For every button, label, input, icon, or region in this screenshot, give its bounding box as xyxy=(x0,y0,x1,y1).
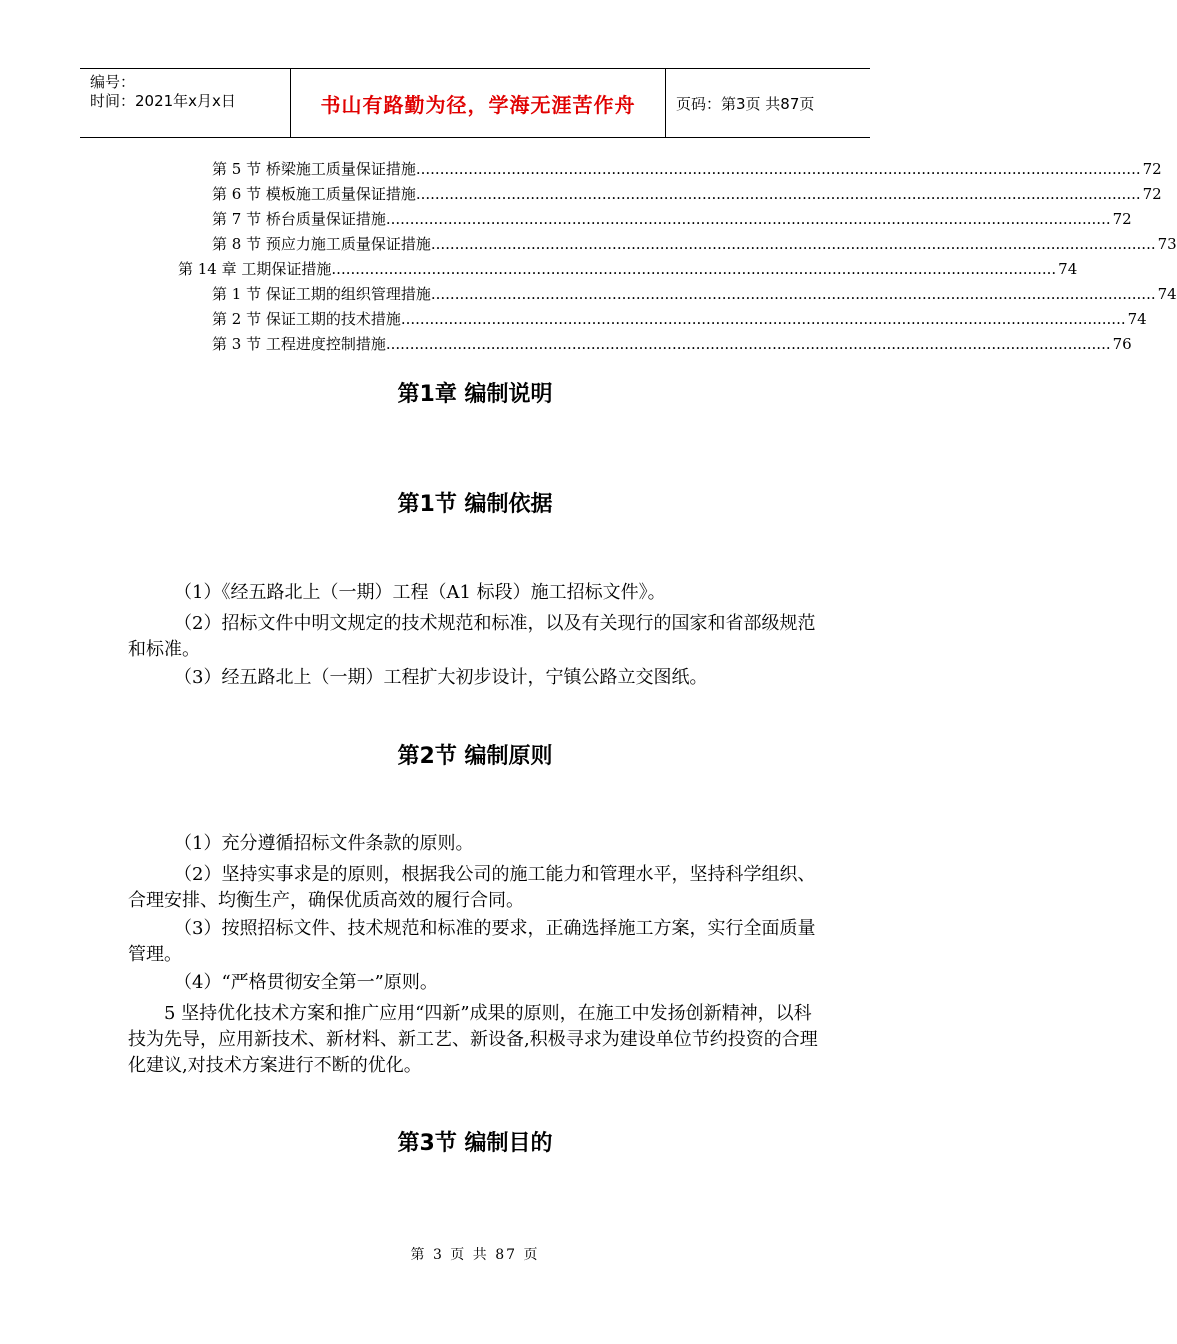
date-label: 时间：2021年x月x日 xyxy=(90,92,236,110)
paragraph: （3）经五路北上（一期）工程扩大初步设计，宁镇公路立交图纸。 xyxy=(174,667,708,688)
toc-leader-dots: ........................................................................................................................................................ xyxy=(331,260,1057,278)
toc-entry-page: 74 xyxy=(1058,260,1078,278)
page-header xyxy=(80,68,870,138)
toc-entry-title: 第 5 节 桥梁施工质量保证措施 xyxy=(212,160,416,178)
toc-leader-dots: ........................................................................................................................................................ xyxy=(430,285,1156,303)
header-left-cell xyxy=(80,69,290,137)
toc-entry[interactable] xyxy=(212,283,1177,305)
toc-entry-title: 第 1 节 保证工期的组织管理措施 xyxy=(212,285,431,303)
chapter-title: 第1章 编制说明 xyxy=(397,382,553,407)
toc-entry-page: 74 xyxy=(1157,285,1177,303)
toc-leader-dots: ........................................................................................................................................................ xyxy=(415,160,1141,178)
number-label: 编号： xyxy=(90,73,136,91)
header-page-info: 页码：第3页 共87页 xyxy=(676,94,815,113)
section-title: 第2节 编制原则 xyxy=(397,744,553,769)
toc-entry-page: 74 xyxy=(1127,310,1147,328)
toc-entry-title: 第 6 节 模板施工质量保证措施 xyxy=(212,185,416,203)
toc-leader-dots: ........................................................................................................................................................ xyxy=(400,310,1126,328)
toc-entry-title: 第 14 章 工期保证措施 xyxy=(178,260,332,278)
toc-entry[interactable] xyxy=(212,158,1162,180)
toc-leader-dots: ........................................................................................................................................................ xyxy=(385,335,1111,353)
motto: 书山有路勤为径，学海无涯苦作舟 xyxy=(290,69,666,137)
paragraph: 5 坚持优化技术方案和推广应用“四新”成果的原则，在施工中发扬创新精神，以科技为先导，应用新技术、新材料、新工艺、新设备,积极寻求为建设单位节约投资的合理化建议,对技术方案进行不断的优化。 xyxy=(128,1003,818,1076)
paragraph: （3）按照招标文件、技术规范和标准的要求，正确选择施工方案，实行全面质量管理。 xyxy=(128,918,816,965)
toc-leader-dots: ........................................................................................................................................................ xyxy=(430,235,1156,253)
toc-entry[interactable] xyxy=(212,208,1132,230)
toc-entry[interactable] xyxy=(178,258,1078,280)
section-title: 第1节 编制依据 xyxy=(397,492,553,517)
toc-entry-title: 第 8 节 预应力施工质量保证措施 xyxy=(212,235,431,253)
toc-entry[interactable] xyxy=(212,183,1162,205)
toc-entry-page: 72 xyxy=(1142,185,1162,203)
toc-leader-dots: ........................................................................................................................................................ xyxy=(385,210,1111,228)
toc-entry-page: 72 xyxy=(1142,160,1162,178)
toc-entry[interactable] xyxy=(212,333,1132,355)
toc-entry-page: 76 xyxy=(1112,335,1132,353)
paragraph: （1）充分遵循招标文件条款的原则。 xyxy=(174,833,474,854)
toc-entry-title: 第 7 节 桥台质量保证措施 xyxy=(212,210,386,228)
toc-leader-dots: ........................................................................................................................................................ xyxy=(415,185,1141,203)
paragraph: （4）“严格贯彻安全第一”原则。 xyxy=(174,972,438,993)
toc-entry-title: 第 2 节 保证工期的技术措施 xyxy=(212,310,401,328)
toc-entry-page: 73 xyxy=(1157,235,1177,253)
paragraph: （1）《经五路北上（一期）工程（A1 标段）施工招标文件》。 xyxy=(174,582,666,603)
paragraph: （2）坚持实事求是的原则，根据我公司的施工能力和管理水平，坚持科学组织、合理安排、均衡生产，确保优质高效的履行合同。 xyxy=(128,864,816,911)
paragraph: （2）招标文件中明文规定的技术规范和标准，以及有关现行的国家和省部级规范和标准。 xyxy=(128,613,816,660)
page-footer: 第 3 页 共 87 页 xyxy=(410,1247,540,1263)
section-title: 第3节 编制目的 xyxy=(397,1131,553,1156)
toc-entry[interactable] xyxy=(212,308,1147,330)
toc-entry[interactable] xyxy=(212,233,1177,255)
toc-entry-page: 72 xyxy=(1112,210,1132,228)
toc-entry-title: 第 3 节 工程进度控制措施 xyxy=(212,335,386,353)
